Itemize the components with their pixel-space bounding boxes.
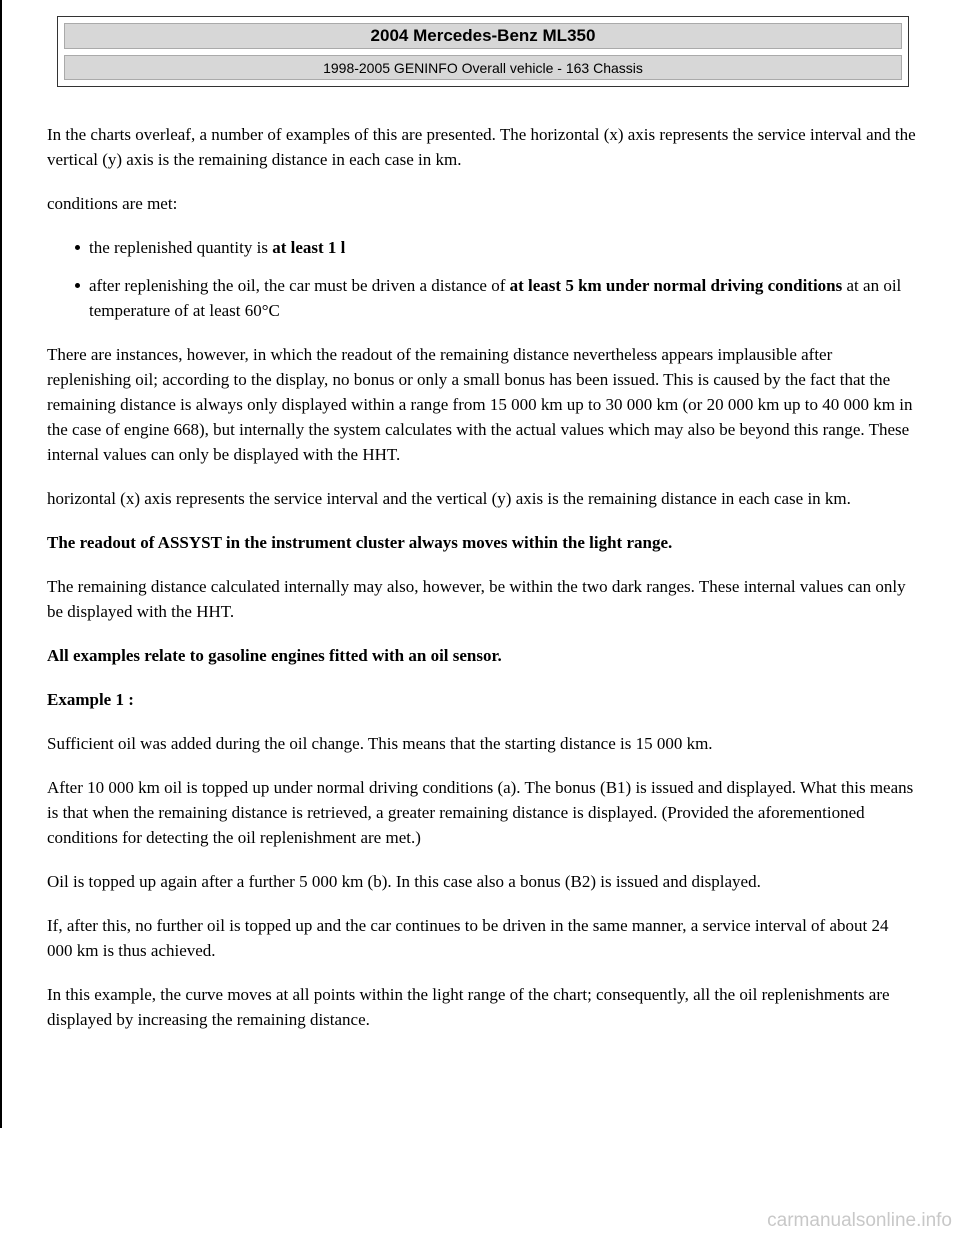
bullet-text: the replenished quantity is — [89, 238, 273, 257]
paragraph-bonus-b2: Oil is topped up again after a further 5 000 km (b). In this case also a bonus (B2) is issued and displayed. — [47, 872, 761, 891]
watermark: carmanualsonline.info — [767, 1210, 952, 1231]
bullet-bold-text: at least 1 l — [272, 238, 346, 257]
bold-text: All examples relate to gasoline engines fitted with an oil sensor. — [47, 646, 502, 665]
paragraph-starting-distance: Sufficient oil was added during the oil change. This means that the starting distance is 15 000 km. — [47, 734, 713, 753]
bullet-text: after replenishing the oil, the car must be driven a distance of — [89, 276, 510, 295]
left-border-rule — [0, 0, 2, 1128]
bullet-tail-text: at an oil temperature of at least 60°C — [89, 276, 902, 320]
paragraph-bonus-b1: After 10 000 km oil is topped up under normal driving conditions (a). The bonus (B1) is issued and displayed. What this means is that when the remaining distance is retrieved, a greater remaining distance is displayed. (Provided the aforementioned conditions for detecting the oil replenishment are met.) — [47, 778, 914, 847]
paragraph-dark-ranges: The remaining distance calculated internally may also, however, be within the two dark ranges. These internal values can only be displayed with the HHT. — [47, 577, 906, 621]
list-item — [89, 273, 917, 323]
paragraph-light-range — [47, 530, 917, 555]
bullet-bold-text: at least 5 km under normal driving conditions — [509, 276, 843, 295]
paragraph-charts-intro: In the charts overleaf, a number of examples of this are presented. The horizontal (x) axis represents the service interval and the vertical (y) axis is the remaining distance in each case in km. — [47, 125, 916, 169]
bold-text: Example 1 : — [47, 690, 134, 709]
paragraph-gasoline-note — [47, 643, 917, 668]
paragraph-implausible-readout: There are instances, however, in which the readout of the remaining distance nevertheless appears implausible after replenishing oil; according to the display, no bonus or only a small bonus has been issued. This is caused by the fact that the remaining distance is always only displayed within a range from 15 000 km up to 30 000 km (or 20 000 km up to 40 000 km in the case of engine 668), but internally the system calculates with the actual values which may also be beyond this range. These internal values can only be displayed with the HHT. — [47, 345, 913, 464]
conditions-list — [47, 235, 917, 323]
paragraph-light-range-curve: In this example, the curve moves at all points within the light range of the chart; consequently, all the oil replenishments are displayed by increasing the remaining distance. — [47, 985, 890, 1029]
header-title: 2004 Mercedes-Benz ML350 — [64, 23, 902, 49]
list-item — [89, 235, 917, 260]
paragraph-conditions: conditions are met: — [47, 194, 178, 213]
example-heading — [47, 687, 917, 712]
header-subtitle: 1998-2005 GENINFO Overall vehicle - 163 Chassis — [64, 55, 902, 80]
paragraph-axis-description: horizontal (x) axis represents the service interval and the vertical (y) axis is the remaining distance in each case in km. — [47, 489, 851, 508]
document-header — [57, 16, 909, 87]
bold-text: The readout of ASSYST in the instrument cluster always moves within the light range. — [47, 533, 673, 552]
paragraph-service-interval: If, after this, no further oil is topped up and the car continues to be driven in the same manner, a service interval of about 24 000 km is thus achieved. — [47, 916, 889, 960]
document-body — [47, 122, 917, 1051]
